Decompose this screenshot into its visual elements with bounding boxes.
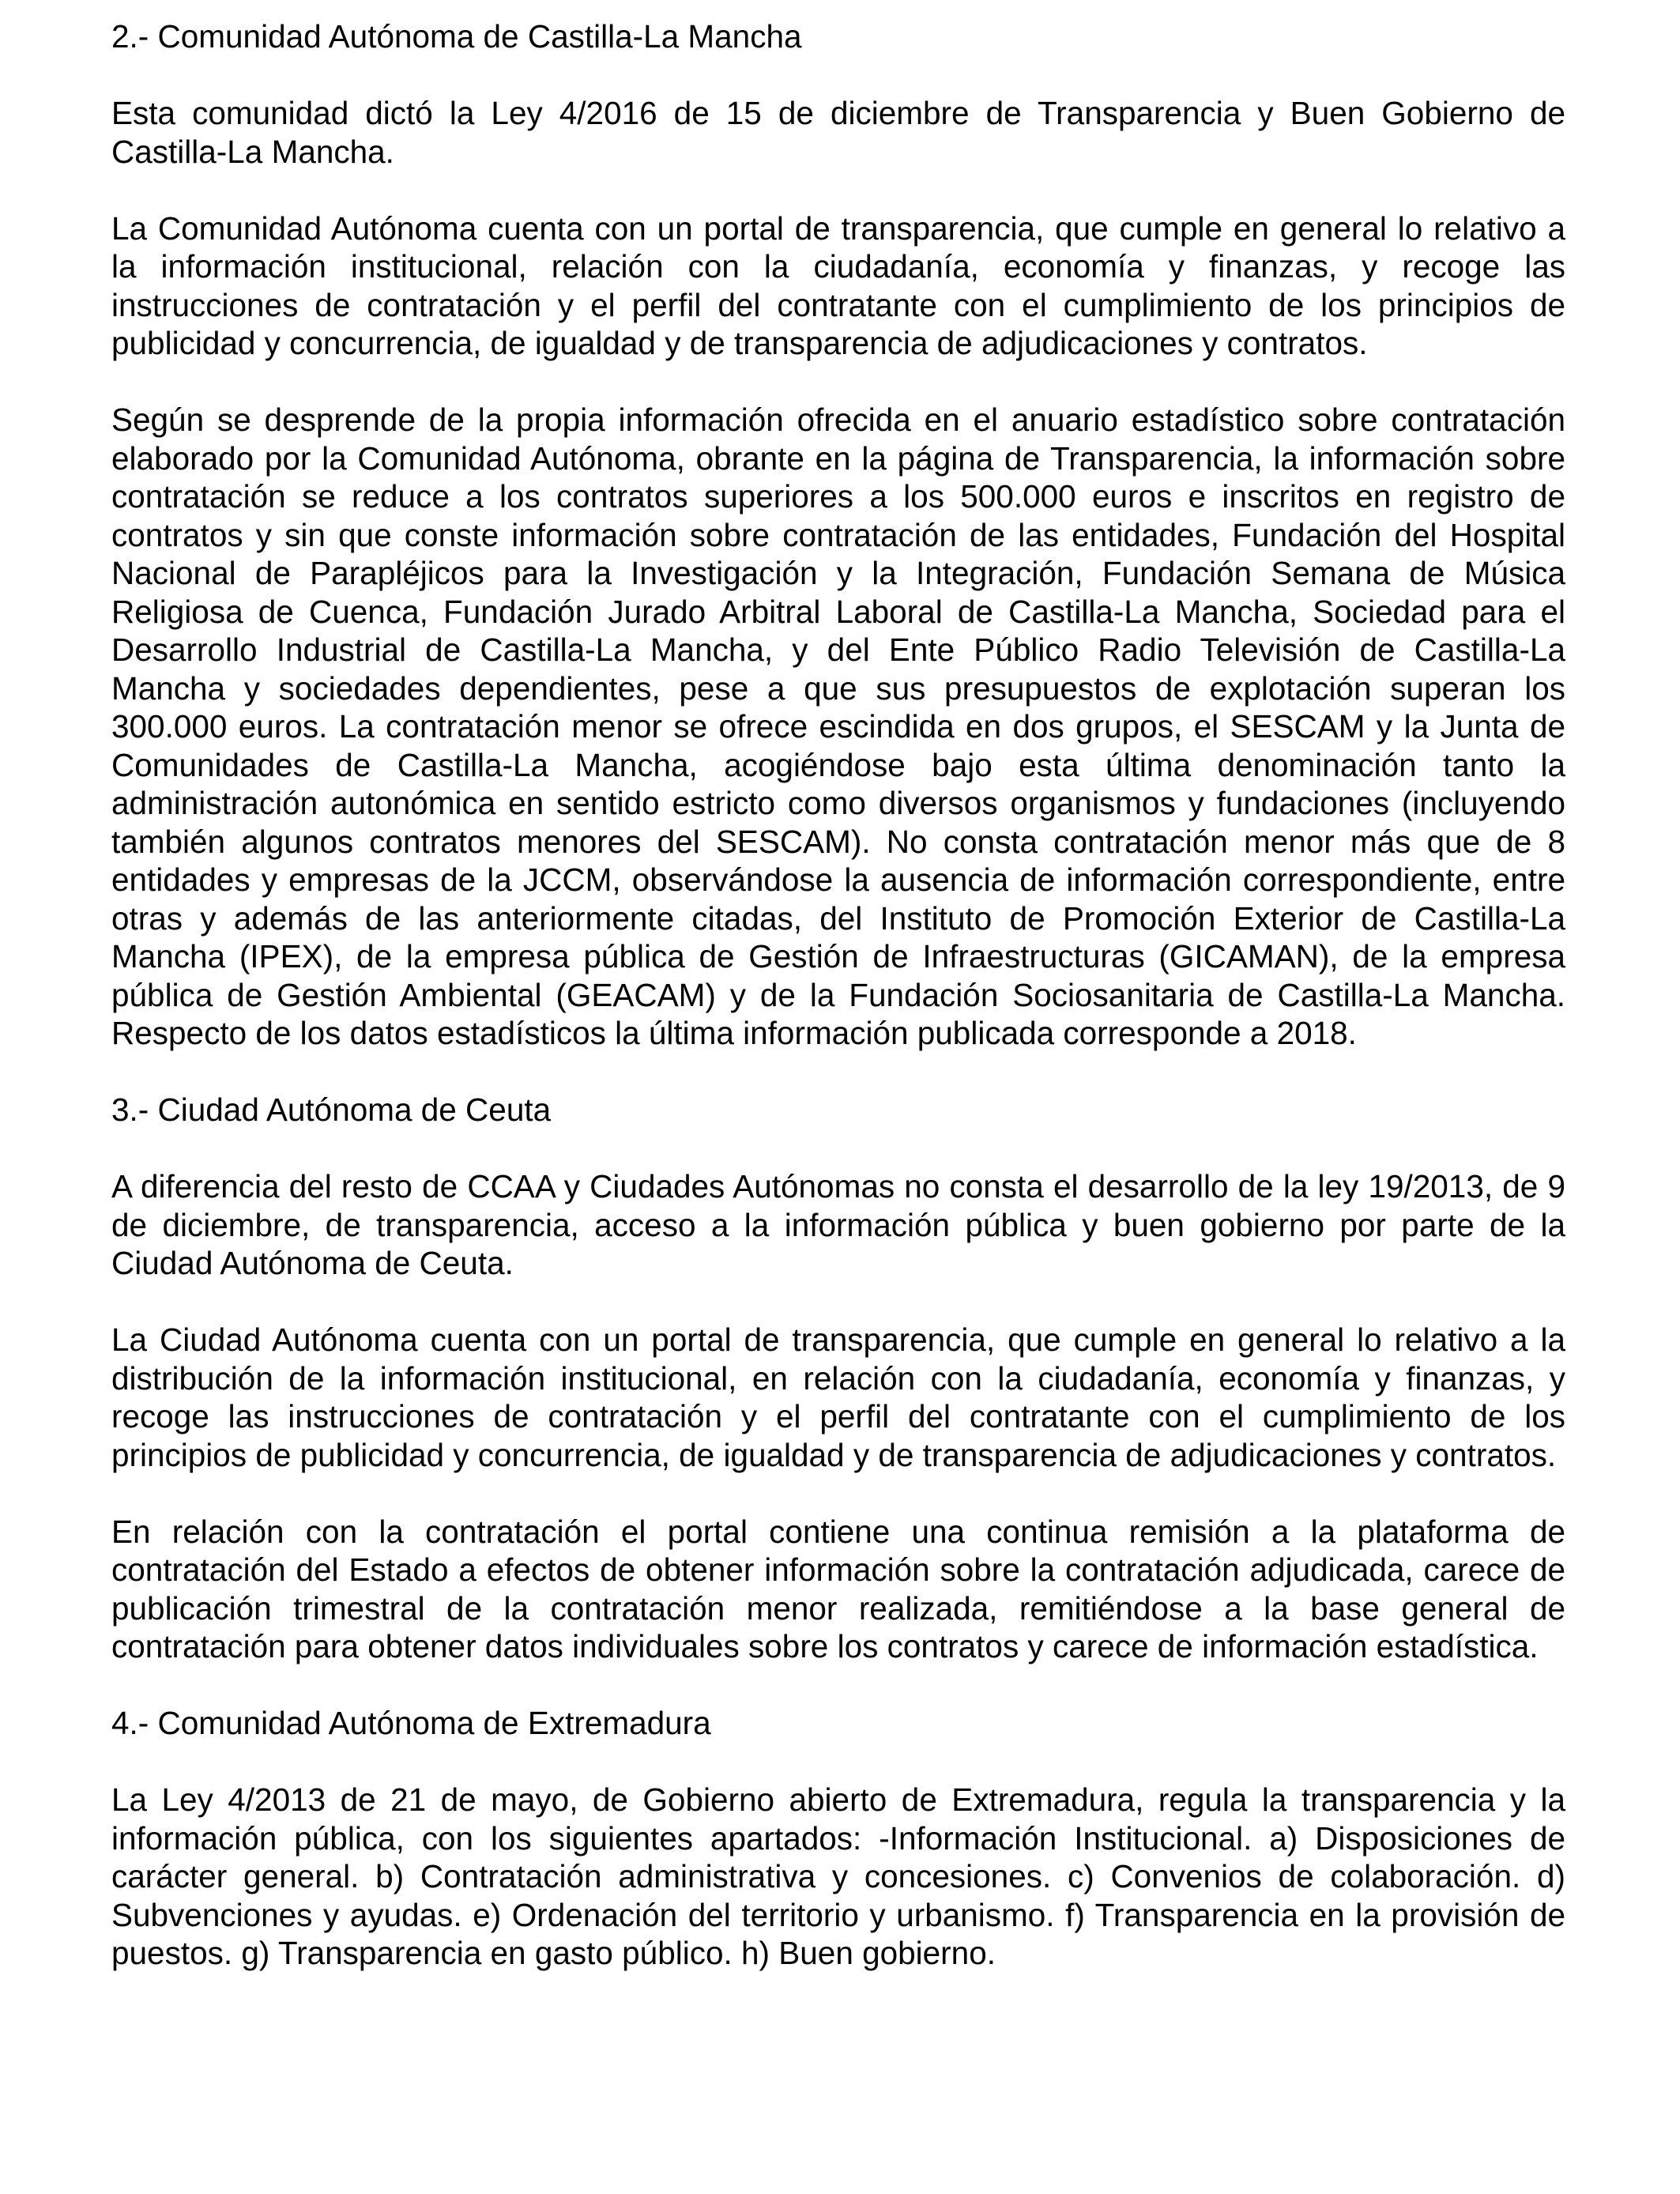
section-heading-castilla-la-mancha: 2.- Comunidad Autónoma de Castilla-La Mancha (111, 18, 802, 55)
section-heading-ceuta: 3.- Ciudad Autónoma de Ceuta (111, 1091, 552, 1128)
paragraph: Esta comunidad dictó la Ley 4/2016 de 15 de diciembre de Transparencia y Buen Gobierno de Castilla-La Mancha. (111, 95, 1565, 170)
paragraph: La Comunidad Autónoma cuenta con un portal de transparencia, que cumple en general lo relativo a la información institucional, relación con la ciudadanía, economía y finanzas, y recoge las instrucciones de contratación y el perfil del contratante con el cumplimiento de los principios de publicidad y concurrencia, de igualdad y de transparencia de adjudicaciones y contratos. (111, 209, 1565, 361)
document-page (111, 17, 1565, 1973)
section-heading-extremadura: 4.- Comunidad Autónoma de Extremadura (111, 1705, 711, 1741)
paragraph: Según se desprende de la propia información ofrecida en el anuario estadístico sobre contratación elaborado por la Comunidad Autónoma, obrante en la página de Transparencia, la información sobre contratación se reduce a los contratos superiores a los 500.000 euros e inscritos en registro de contratos y sin que conste información sobre contratación de las entidades, Fundación del Hospital Nacional de Parapléjicos para la Investigación y la Integración, Fundación Semana de Música Religiosa de Cuenca, Fundación Jurado Arbitral Laboral de Castilla-La Mancha, Sociedad para el Desarrollo Industrial de Castilla-La Mancha, y del Ente Público Radio Televisión de Castilla-La Mancha y sociedades dependientes, pese a que sus presupuestos de explotación superan los 300.000 euros. La contratación menor se ofrece escindida en dos grupos, el SESCAM y la Junta de Comunidades de Castilla-La Mancha, acogiéndose bajo esta última denominación tanto la administración autonómica en sentido estricto como diversos organismos y fundaciones (incluyendo también algunos contratos menores del SESCAM). No consta contratación menor más que de 8 entidades y empresas de la JCCM, observándose la ausencia de información correspondiente, entre otras y además de las anteriormente citadas, del Instituto de Promoción Exterior de Castilla-La Mancha (IPEX), de la empresa pública de Gestión de Infraestructuras (GICAMAN), de la empresa pública de Gestión Ambiental (GEACAM) y de la Fundación Sociosanitaria de Castilla-La Mancha. Respecto de los datos estadísticos la última información publicada corresponde a 2018. (111, 401, 1565, 1051)
paragraph: La Ciudad Autónoma cuenta con un portal de transparencia, que cumple en general lo relativo a la distribución de la información institucional, en relación con la ciudadanía, economía y finanzas, y recoge las instrucciones de contratación y el perfil del contratante con el cumplimiento de los principios de publicidad y concurrencia, de igualdad y de transparencia de adjudicaciones y contratos. (111, 1321, 1565, 1473)
paragraph: En relación con la contratación el portal contiene una continua remisión a la plataforma de contratación del Estado a efectos de obtener información sobre la contratación adjudicada, carece de publicación trimestral de la contratación menor realizada, remitiéndose a la base general de contratación para obtener datos individuales sobre los contratos y carece de información estadística. (111, 1513, 1565, 1664)
paragraph: La Ley 4/2013 de 21 de mayo, de Gobierno abierto de Extremadura, regula la transparencia y la información pública, con los siguientes apartados: -Información Institucional. a) Disposiciones de carácter general. b) Contratación administrativa y concesiones. c) Convenios de colaboración. d) Subvenciones y ayudas. e) Ordenación del territorio y urbanismo. f) Transparencia en la provisión de puestos. g) Transparencia en gasto público. h) Buen gobierno. (111, 1781, 1565, 1971)
paragraph: A diferencia del resto de CCAA y Ciudades Autónomas no consta el desarrollo de la ley 19/2013, de 9 de diciembre, de transparencia, acceso a la información pública y buen gobierno por parte de la Ciudad Autónoma de Ceuta. (111, 1168, 1565, 1281)
